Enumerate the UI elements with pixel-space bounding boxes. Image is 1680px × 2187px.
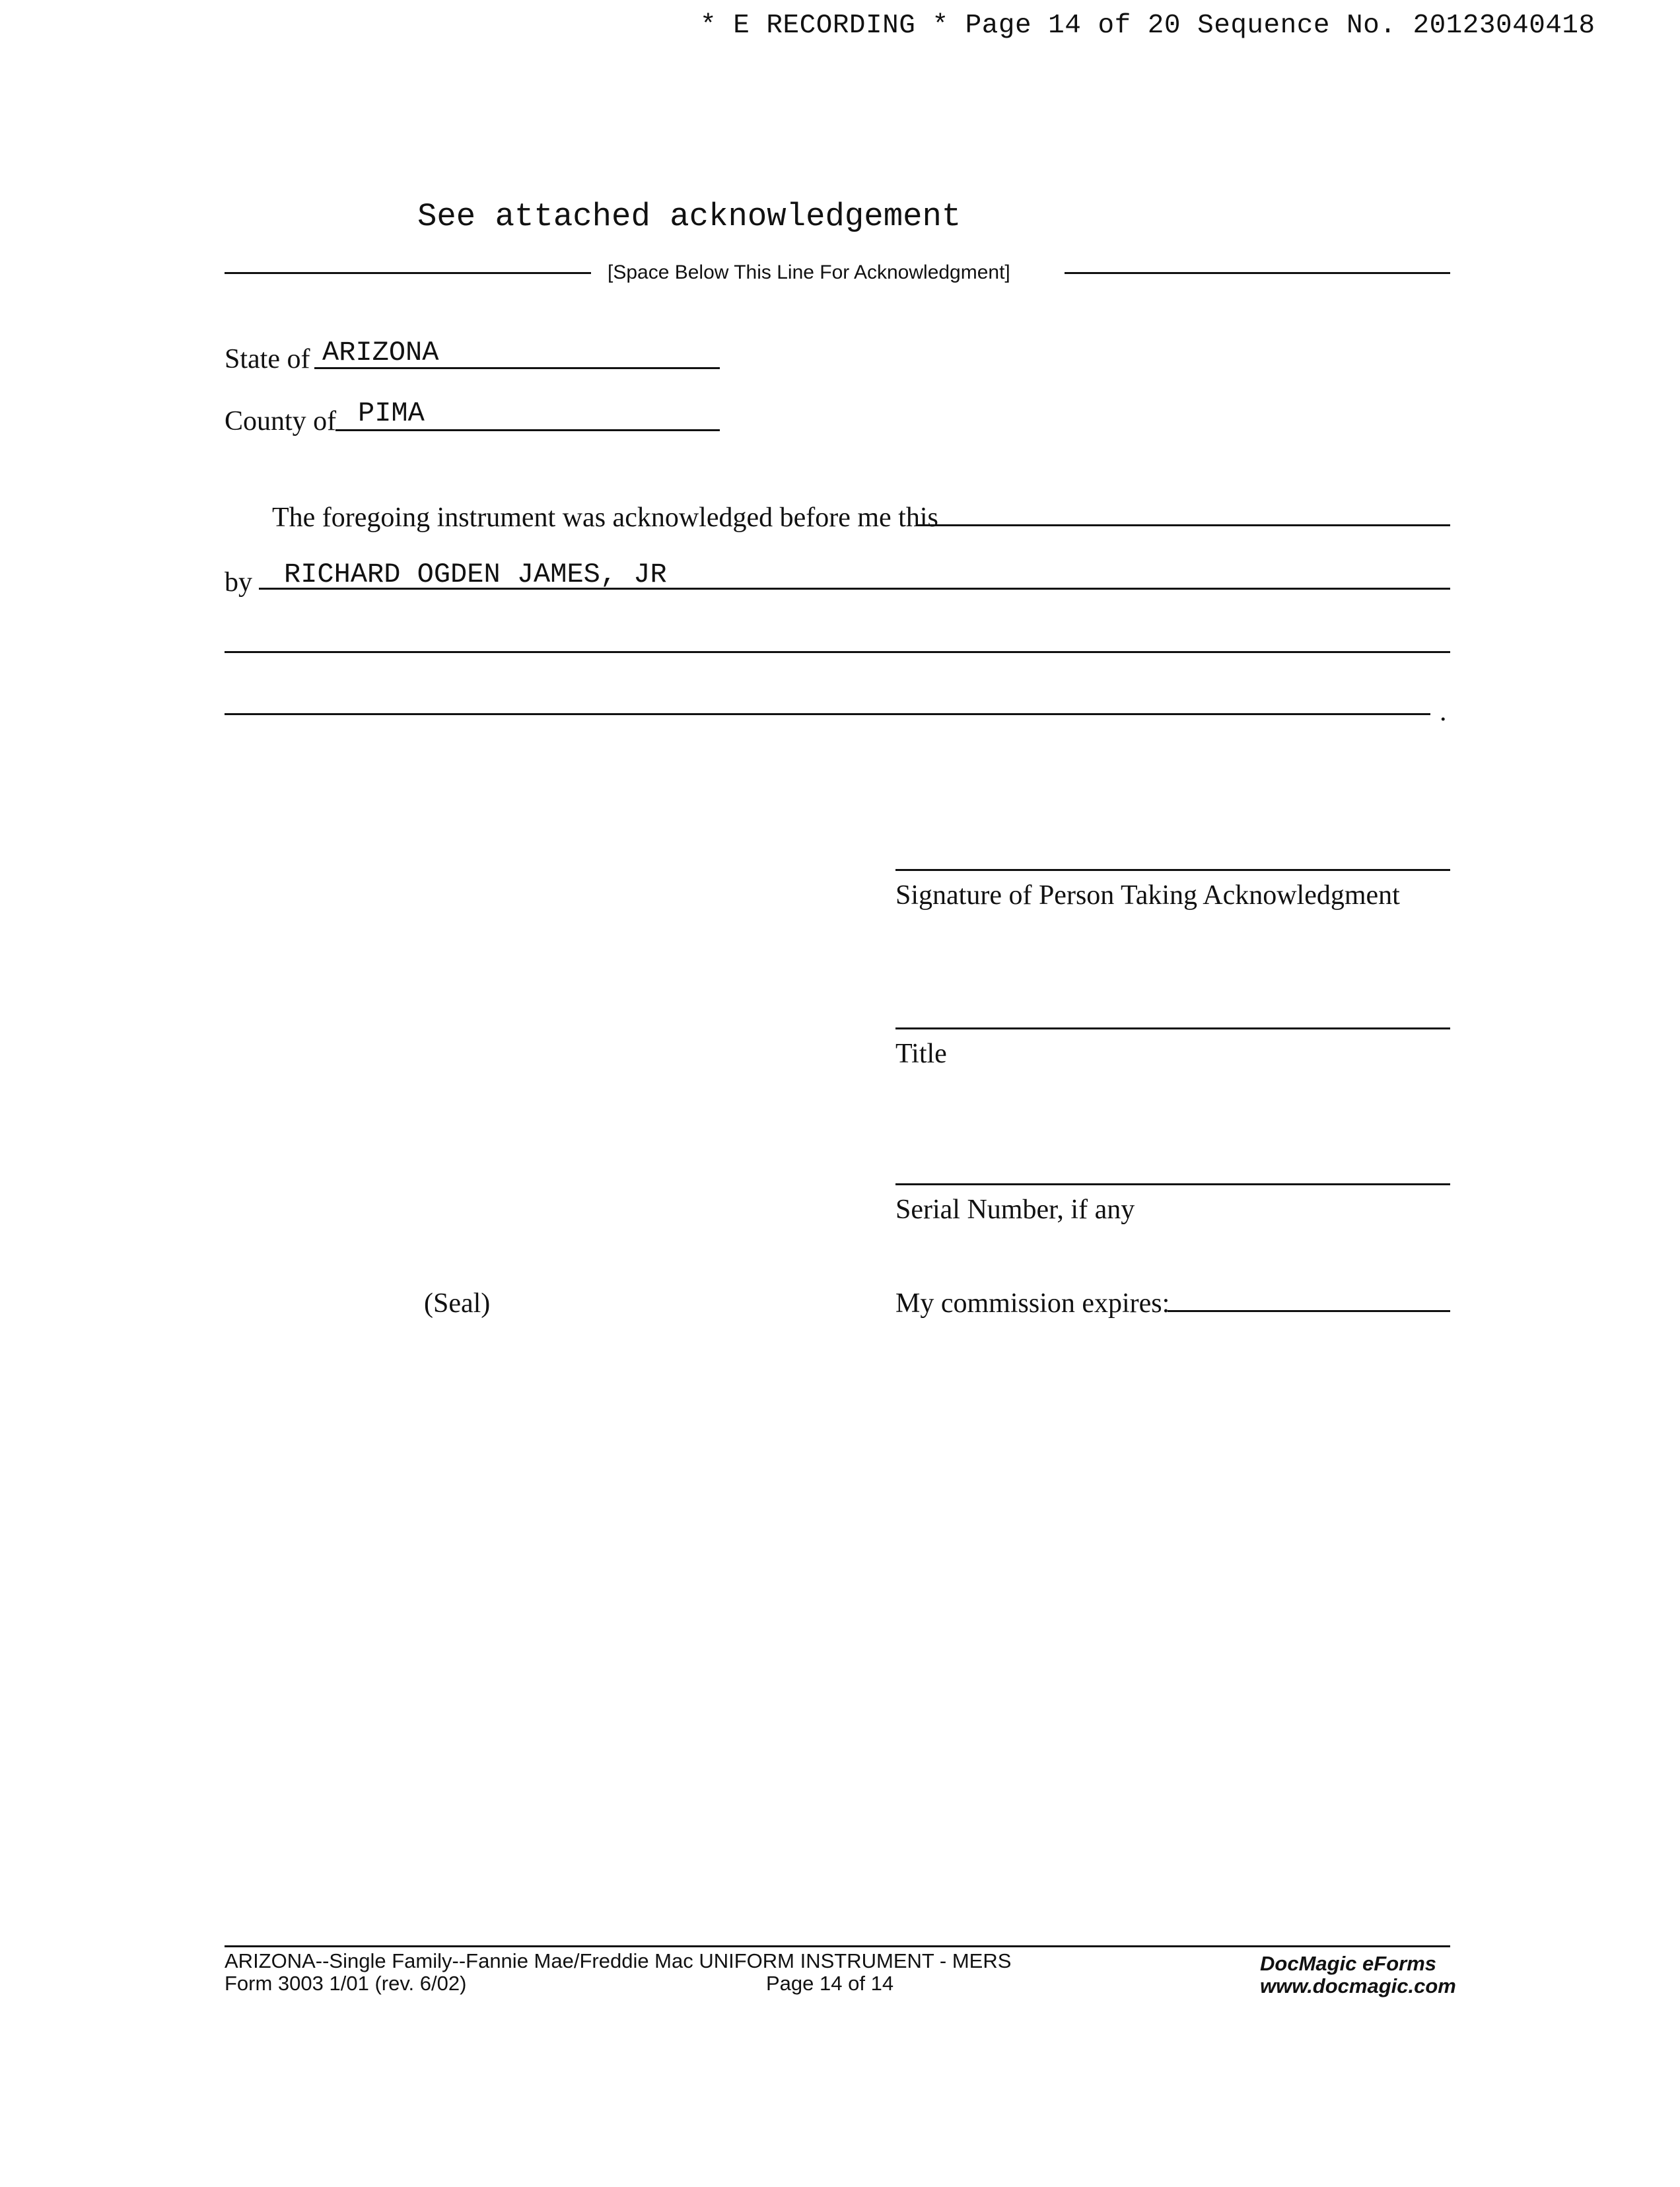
blank-line-2 [225,713,1430,715]
seal-label: (Seal) [424,1288,491,1319]
acknowledger-name: RICHARD OGDEN JAMES, JR [284,559,667,590]
footer-rule [225,1945,1450,1947]
by-label: by [225,567,252,598]
docmagic-website: www.docmagic.com [1260,1974,1456,1997]
date-underline [918,524,1450,526]
title-line [895,1027,1450,1029]
acknowledgement-note: See attached acknowledgement [417,198,962,235]
signature-label: Signature of Person Taking Acknowledgment [895,880,1400,911]
serial-line [895,1183,1450,1185]
docmagic-logo: DocMagic eForms [1260,1952,1437,1975]
footer-form-number: Form 3003 1/01 (rev. 6/02) [225,1972,467,1995]
recording-header: * E RECORDING * Page 14 of 20 Sequence No. 20123040418 [700,11,1595,41]
signature-line [895,869,1450,871]
state-underline [314,367,720,369]
footer-page-label: Page 14 of 14 [766,1972,894,1995]
serial-label: Serial Number, if any [895,1195,1135,1225]
county-label: County of [225,406,337,436]
county-underline [335,429,720,431]
title-label: Title [895,1039,947,1069]
footer-line1: ARIZONA--Single Family--Fannie Mae/Freddie Mac UNIFORM INSTRUMENT - MERS [225,1949,1012,1972]
commission-underline [1168,1310,1450,1312]
acknowledged-statement: The foregoing instrument was acknowledged before me this [272,503,938,533]
separator-label: [Space Below This Line For Acknowledgment] [608,261,1010,283]
county-value: PIMA [358,398,425,429]
closing-period: . [1440,697,1447,727]
state-label: State of [225,344,310,374]
separator-line-left [225,272,591,274]
state-value: ARIZONA [322,337,439,368]
blank-line-1 [225,651,1450,653]
by-underline [259,588,1450,590]
commission-label: My commission expires: [895,1288,1170,1319]
separator-line-right [1065,272,1450,274]
